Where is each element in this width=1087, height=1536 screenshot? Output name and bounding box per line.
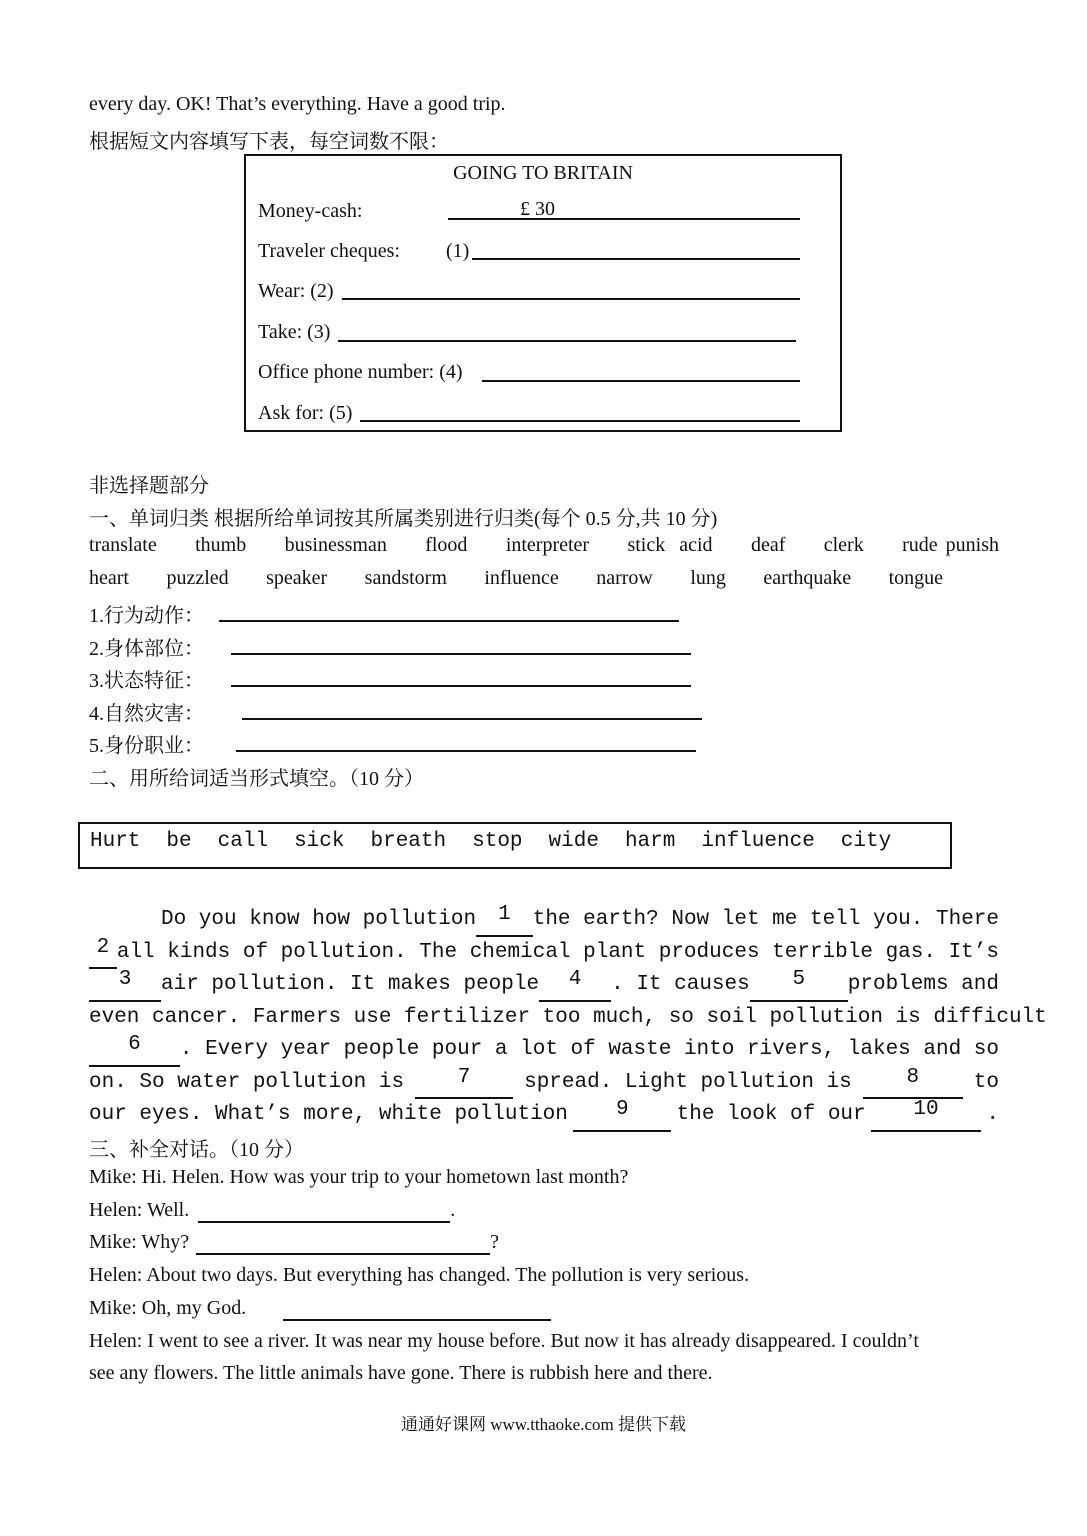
ask-label: Ask for: (5)	[258, 402, 353, 424]
dialogue-blank[interactable]	[196, 1232, 490, 1255]
cheques-number: (1)	[446, 240, 470, 262]
word-item: deaf	[750, 534, 786, 556]
money-line	[448, 218, 800, 220]
box-word: Hurt	[90, 830, 141, 853]
passage-line: even cancer. Farmers use fertilizer too much, so soil pollution is difficult	[89, 1005, 1047, 1029]
money-label: Money-cash:	[258, 200, 363, 222]
word-bank-row-1	[89, 534, 999, 557]
cloze-blank[interactable]: 8	[863, 1067, 963, 1100]
cloze-blank[interactable]: 1	[476, 904, 533, 937]
category-label: 5.身份职业：	[89, 735, 204, 757]
word-item: punish	[945, 534, 999, 556]
dialogue-blank[interactable]	[283, 1298, 551, 1321]
passage-line: Do you know how pollution 1 the earth? Now let me tell you. There	[89, 904, 999, 937]
ask-blank[interactable]	[360, 420, 800, 422]
cloze-blank[interactable]: 7	[415, 1067, 513, 1100]
take-blank[interactable]	[338, 340, 796, 342]
phone-label: Office phone number: (4)	[258, 361, 463, 383]
table-instruction: 根据短文内容填写下表，每空词数不限：	[89, 131, 449, 153]
cloze-blank[interactable]: 3	[89, 969, 161, 1002]
word-item: translate	[89, 534, 157, 556]
category-blank[interactable]	[231, 653, 691, 655]
category-label: 2.身体部位：	[89, 638, 204, 660]
part2-heading: 二、用所给词适当形式填空。（10 分）	[89, 768, 424, 790]
word-item: earthquake	[763, 567, 852, 589]
word-item: heart	[89, 567, 129, 589]
table-title: GOING TO BRITAIN	[453, 162, 633, 184]
box-word: sick	[294, 830, 345, 853]
page-footer: 通通好课网 www.tthaoke.com 提供下载	[400, 1415, 687, 1434]
box-word: breath	[370, 830, 447, 853]
box-word: city	[840, 830, 892, 853]
dialogue-line: Helen: Well. .	[89, 1199, 456, 1221]
cloze-blank[interactable]: 6	[89, 1034, 180, 1067]
part2-word-box	[78, 822, 952, 869]
box-word: stop	[472, 830, 523, 853]
part1-heading: 一、单词归类 根据所给单词按其所属类别进行归类(每个 0.5 分,共 10 分)	[89, 508, 718, 530]
passage-line: 6 . Every year people pour a lot of waste into rivers, lakes and so	[89, 1034, 999, 1067]
wear-blank[interactable]	[342, 298, 800, 300]
word-item: interpreter	[505, 534, 590, 556]
word-bank-row-2	[89, 567, 943, 590]
cloze-blank[interactable]: 2	[89, 937, 117, 970]
word-item: rude	[902, 534, 938, 556]
dialogue-line: Helen: I went to see a river. It was near my house before. But now it has already disappeared. I couldn’t	[89, 1330, 919, 1352]
word-item: flood	[425, 534, 468, 556]
word-item: sandstorm	[364, 567, 447, 589]
info-table	[244, 154, 842, 432]
cloze-blank[interactable]: 9	[573, 1099, 671, 1132]
dialogue-blank[interactable]	[198, 1200, 450, 1223]
word-item: narrow	[596, 567, 653, 589]
dialogue-line: Mike: Why? ?	[89, 1231, 500, 1253]
category-blank[interactable]	[236, 750, 696, 752]
take-label: Take: (3)	[258, 321, 331, 343]
box-word: wide	[548, 830, 599, 853]
category-label: 1.行为动作：	[89, 605, 204, 627]
cloze-blank[interactable]: 10	[871, 1099, 981, 1132]
cheques-blank[interactable]	[472, 258, 800, 260]
category-blank[interactable]	[242, 718, 702, 720]
word-item: puzzled	[166, 567, 229, 589]
cloze-blank[interactable]: 4	[539, 969, 611, 1002]
passage-line: 3 air pollution. It makes people 4 . It causes 5 problems and	[89, 969, 999, 1002]
passage-line: our eyes. What’s more, white pollution 9 the look of our 10 .	[89, 1099, 999, 1132]
phone-blank[interactable]	[482, 380, 800, 382]
dialogue-line: Helen: About two days. But everything has changed. The pollution is very serious.	[89, 1264, 750, 1286]
word-item: lung	[690, 567, 726, 589]
box-word: be	[166, 830, 192, 853]
box-word: harm	[624, 830, 676, 853]
category-label: 4.自然灾害：	[89, 703, 204, 725]
box-word: call	[217, 830, 269, 853]
word-item: acid	[679, 534, 713, 556]
box-word: influence	[701, 830, 815, 853]
passage-line: 2 all kinds of pollution. The chemical plant produces terrible gas. It’s	[89, 937, 999, 970]
cheques-label: Traveler cheques:	[258, 240, 400, 262]
word-item: clerk	[823, 534, 864, 556]
word-item: businessman	[284, 534, 387, 556]
word-item: influence	[484, 567, 559, 589]
word-item: thumb	[195, 534, 247, 556]
dialogue-line: Mike: Oh, my God.	[89, 1297, 551, 1321]
money-value: £ 30	[520, 198, 555, 220]
cloze-blank[interactable]: 5	[750, 969, 848, 1002]
word-box-list	[90, 830, 891, 853]
wear-label: Wear: (2)	[258, 280, 334, 302]
section-heading: 非选择题部分	[89, 475, 209, 497]
part3-heading: 三、补全对话。（10 分）	[89, 1139, 304, 1161]
word-item: stick	[627, 534, 666, 556]
passage-line: on. So water pollution is 7 spread. Light pollution is 8 to	[89, 1067, 999, 1100]
cloze-passage	[89, 903, 1047, 1132]
word-item: tongue	[888, 567, 943, 589]
word-item: speaker	[266, 567, 328, 589]
category-label: 3.状态特征：	[89, 670, 204, 692]
passage-last-line: every day. OK! That’s everything. Have a good trip.	[89, 93, 506, 115]
category-blank[interactable]	[219, 620, 679, 622]
dialogue-line: see any flowers. The little animals have gone. There is rubbish here and there.	[89, 1362, 713, 1384]
dialogue-line: Mike: Hi. Helen. How was your trip to your hometown last month?	[89, 1166, 629, 1188]
category-blank[interactable]	[231, 685, 691, 687]
